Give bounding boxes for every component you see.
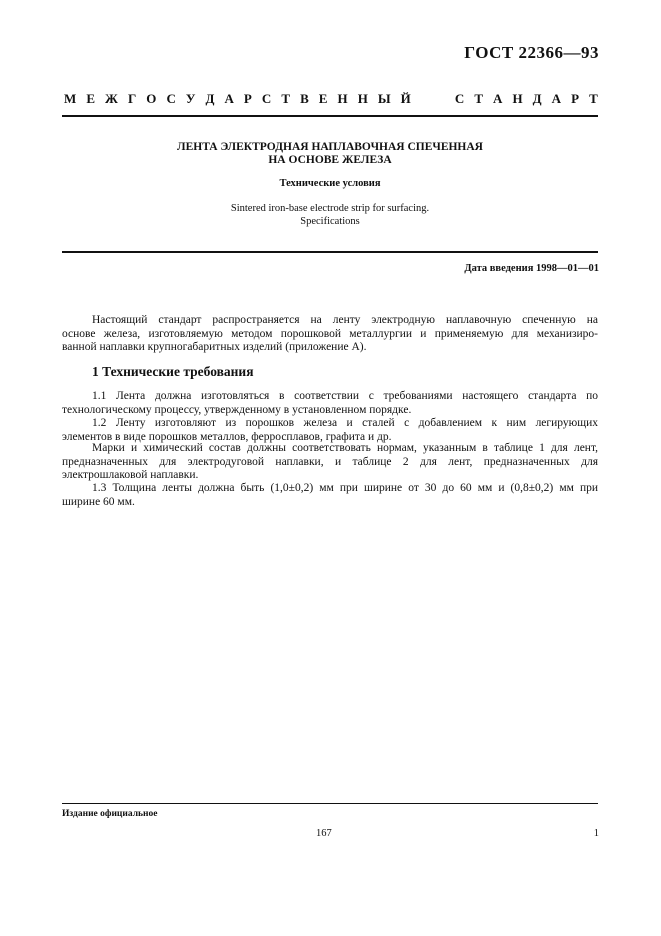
text-line: предназначенных для электродуговой наплавки, и таблице 2 для лент, предназначенных для bbox=[62, 455, 598, 468]
interstate-standard-banner bbox=[64, 91, 598, 107]
banner-letter: Н bbox=[357, 91, 368, 106]
gost-number: ГОСТ 22366—93 bbox=[464, 43, 599, 62]
text-line: технологическому процессу, утвержденному в установленном порядке. bbox=[62, 403, 412, 416]
effective-date: Дата введения 1998—01—01 bbox=[464, 263, 599, 274]
banner-letter: Т bbox=[281, 91, 291, 106]
banner-letter: Т bbox=[589, 91, 598, 106]
document-title bbox=[62, 141, 598, 167]
banner-letter: С bbox=[166, 91, 176, 106]
banner-letter: О bbox=[146, 91, 157, 106]
banner-letter: В bbox=[300, 91, 309, 106]
paragraph-1-1 bbox=[62, 390, 598, 417]
banner-letter: Г bbox=[127, 91, 137, 106]
banner-letter: А bbox=[224, 91, 234, 106]
banner-word-gap bbox=[421, 91, 445, 107]
banner-letter: М bbox=[64, 91, 77, 106]
banner-letter: Е bbox=[86, 91, 95, 106]
paragraph-1-3 bbox=[62, 482, 598, 509]
header-rule bbox=[62, 115, 598, 117]
banner-letter: Н bbox=[512, 91, 523, 106]
paragraph-1-2 bbox=[62, 417, 598, 444]
banner-letter: А bbox=[493, 91, 503, 106]
banner-letter: С bbox=[261, 91, 272, 106]
text-line: ванной наплавки крупногабаритных изделий (приложение А). bbox=[62, 341, 367, 353]
title-line: НА ОСНОВЕ ЖЕЛЕЗА bbox=[268, 154, 392, 166]
sheet-number: 1 bbox=[593, 828, 599, 839]
banner-letter: Р bbox=[571, 91, 580, 106]
text-line: 1.3 Толщина ленты должна быть (1,0±0,2) мм при ширине от 30 до 60 мм и (0,8±0,2) мм при bbox=[92, 482, 598, 494]
text-line: элементов в виде порошков металлов, ферросплавов, графита и др. bbox=[62, 430, 392, 443]
title-rule bbox=[62, 251, 598, 253]
text-line: электрошлаковой наплавки. bbox=[62, 469, 199, 481]
official-edition-label: Издание официальное bbox=[62, 809, 158, 819]
footer-rule bbox=[62, 803, 598, 804]
banner-letter: Ы bbox=[377, 91, 391, 106]
text-line: 1.2 Ленту изготовляют из порошков железа и сталей с добавлением к ним легирующих bbox=[92, 417, 598, 429]
intro-paragraph bbox=[62, 314, 598, 355]
banner-letter: У bbox=[185, 91, 196, 106]
text-line: основе железа, изготовляемую методом порошковой металлургии и применяемую для механизиро- bbox=[62, 327, 598, 340]
text-line: 1.1 Лента должна изготовляться в соответствии с требованиями настоящего стандарта по bbox=[92, 390, 598, 402]
english-title-line: Sintered iron-base electrode strip for surfacing. bbox=[230, 203, 430, 214]
english-title-line: Specifications bbox=[300, 216, 360, 227]
document-subtitle: Технические условия bbox=[279, 178, 381, 189]
title-line: ЛЕНТА ЭЛЕКТРОДНАЯ НАПЛАВОЧНАЯ СПЕЧЕННАЯ bbox=[177, 141, 483, 153]
banner-letter: А bbox=[551, 91, 562, 106]
text-line: Марки и химический состав должны соответствовать нормам, указанным в таблице 1 для лент, bbox=[92, 442, 598, 454]
banner-letter: Е bbox=[318, 91, 328, 106]
text-line: Настоящий стандарт распространяется на ленту электродную наплавочную спеченную на bbox=[92, 314, 598, 326]
banner-letter: Н bbox=[337, 91, 348, 106]
banner-letter: Р bbox=[243, 91, 252, 106]
page-number: 167 bbox=[316, 828, 332, 839]
banner-letter: Й bbox=[400, 91, 411, 106]
section-heading: 1 Технические требования bbox=[92, 364, 254, 379]
text-line: ширине 60 мм. bbox=[62, 495, 135, 508]
english-title bbox=[62, 202, 598, 228]
banner-letter: Д bbox=[532, 91, 542, 106]
banner-letter: С bbox=[454, 91, 465, 106]
banner-letter: Ж bbox=[105, 91, 118, 106]
banner-letter: Д bbox=[205, 91, 215, 106]
paragraph-grades bbox=[62, 442, 598, 483]
banner-letter: Т bbox=[474, 91, 483, 106]
